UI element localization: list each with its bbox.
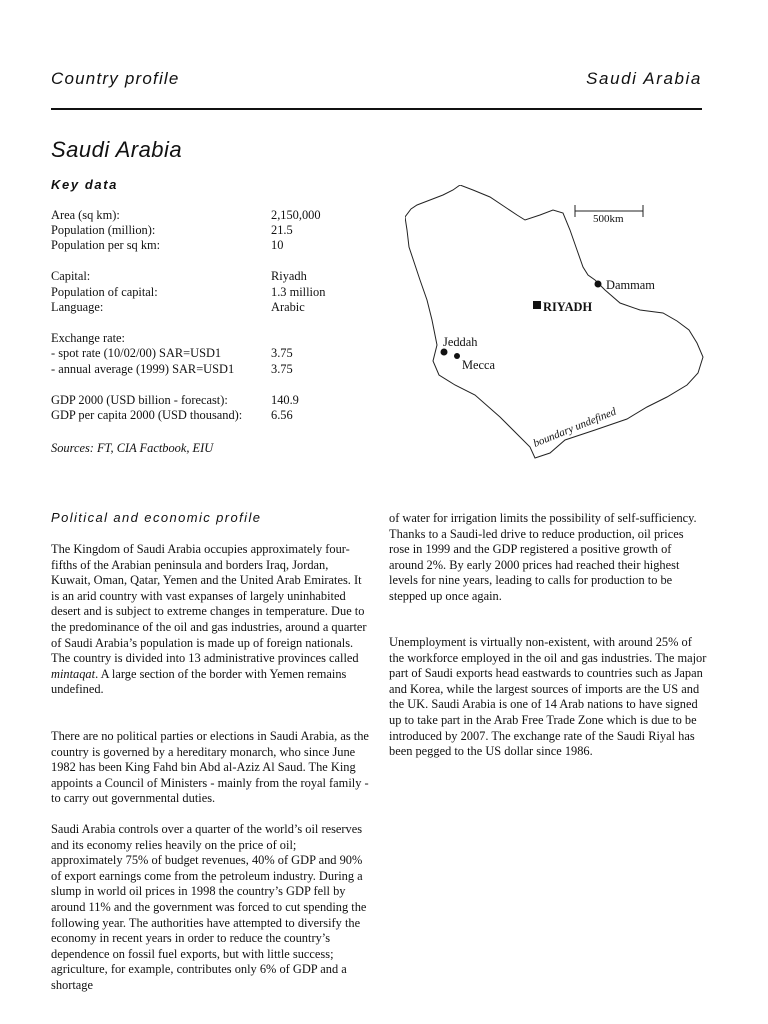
key-data-label: Population (million): xyxy=(51,223,156,237)
key-data-value: 21.5 xyxy=(271,223,293,237)
city-label-mecca: Mecca xyxy=(462,358,496,372)
profile-paragraph-1 xyxy=(51,542,369,698)
key-data-label: GDP 2000 (USD billion - forecast): xyxy=(51,393,228,407)
capital-marker-riyadh xyxy=(533,301,541,309)
city-marker-jeddah xyxy=(441,349,448,356)
key-data-value: 3.75 xyxy=(271,346,293,360)
key-data-heading: Key data xyxy=(51,177,118,192)
key-data-label: Population of capital: xyxy=(51,285,158,299)
city-label-jeddah: Jeddah xyxy=(443,335,478,349)
key-data-value: 10 xyxy=(271,238,284,252)
profile-heading: Political and economic profile xyxy=(51,510,262,525)
saudi-arabia-map xyxy=(405,185,705,465)
key-data-label: Area (sq km): xyxy=(51,208,120,222)
key-data-value: Arabic xyxy=(271,300,305,314)
key-data-label: Exchange rate: xyxy=(51,331,125,345)
paragraph-text: The Kingdom of Saudi Arabia occupies approximately four-fifths of the Arabian peninsula and borders Iraq, Jordan, Kuwait, Oman, Qatar, Yemen and the United Arab Emirates. It is an arid country with vast expanses of largely uninhabited desert and is subject to extreme changes in temperature. Due to the predominance of the oil and gas industries, around a quarter of Saudi Arabia’s population is made up of foreign nationals. The country is divided into 13 administrative provinces called xyxy=(51,542,367,666)
key-data-label: Population per sq km: xyxy=(51,238,161,252)
sources-note: Sources: FT, CIA Factbook, EIU xyxy=(51,441,214,455)
key-data-label: - spot rate (10/02/00) SAR=USD1 xyxy=(51,346,222,360)
city-label-dammam: Dammam xyxy=(606,278,655,292)
profile-paragraph-4: of water for irrigation limits the possibility of self-sufficiency. Thanks to a Saudi-led drive to reduce production, oil prices rose in 1999 and the GDP registered a positive growth of around 2%. By early 2000 prices had reached their highest levels for nine years, leading to calls for production to be stepped up once again. xyxy=(389,511,697,603)
header-right-label: Saudi Arabia xyxy=(586,69,702,88)
key-data-label: Capital: xyxy=(51,269,91,283)
city-marker-mecca xyxy=(454,353,460,359)
boundary-note: boundary undefined xyxy=(531,405,618,450)
emphasized-term: mintaqat xyxy=(51,666,96,681)
key-data-value: 2,150,000 xyxy=(271,208,321,222)
profile-paragraph-2: There are no political parties or elections in Saudi Arabia, as the country is governed by a hereditary monarch, who since June 1982 has been King Fahd bin Abd al-Aziz Al Saud. The King appoints a Council of Ministers - mainly from the royal family - to carry out governmental duties. xyxy=(51,729,369,806)
key-data-value: 6.56 xyxy=(271,408,293,422)
profile-paragraph-5: Unemployment is virtually non-existent, with around 25% of the workforce employed in the oil and gas industries. The major part of Saudi exports head eastwards to countries such as Japan and Korea, while the largest sources of imports are the US and the UK. Saudi Arabia is one of 14 Arab nations to have signed up to take part in the Arab Free Trade Zone which is due to be introduced by 2007. The exchange rate of the Saudi Riyal has been pegged to the US dollar since 1986. xyxy=(389,635,707,759)
key-data-value: 140.9 xyxy=(271,393,299,407)
capital-label-riyadh: RIYADH xyxy=(543,300,593,314)
country-outline xyxy=(405,185,703,458)
header-left-label: Country profile xyxy=(51,69,180,88)
key-data-value: 3.75 xyxy=(271,362,293,376)
scale-label: 500km xyxy=(593,213,624,225)
key-data-label: Language: xyxy=(51,300,104,314)
key-data-label: - annual average (1999) SAR=USD1 xyxy=(51,362,235,376)
key-data-value: 1.3 million xyxy=(271,285,326,299)
key-data-value: Riyadh xyxy=(271,269,307,283)
profile-paragraph-3: Saudi Arabia controls over a quarter of the world’s oil reserves and its economy relies heavily on the price of oil; approximately 75% of budget revenues, 40% of GDP and 90% of export earnings come from the petroleum industry. During a slump in world oil prices in 1998 the country’s GDP fell by around 11% and the government was forced to cut spending the following year. The authorities have attempted to diversify the economy in recent years in order to reduce the country’s dependence on fossil fuel exports, but with little success; agriculture, for example, contributes only 6% of GDP and a shortage xyxy=(51,822,367,992)
city-marker-dammam xyxy=(595,281,602,288)
paragraph-text: . A large section of the border with Yemen remains undefined. xyxy=(51,666,347,697)
page-title: Saudi Arabia xyxy=(51,137,183,162)
key-data-label: GDP per capita 2000 (USD thousand): xyxy=(51,408,243,422)
header-divider xyxy=(51,108,702,110)
